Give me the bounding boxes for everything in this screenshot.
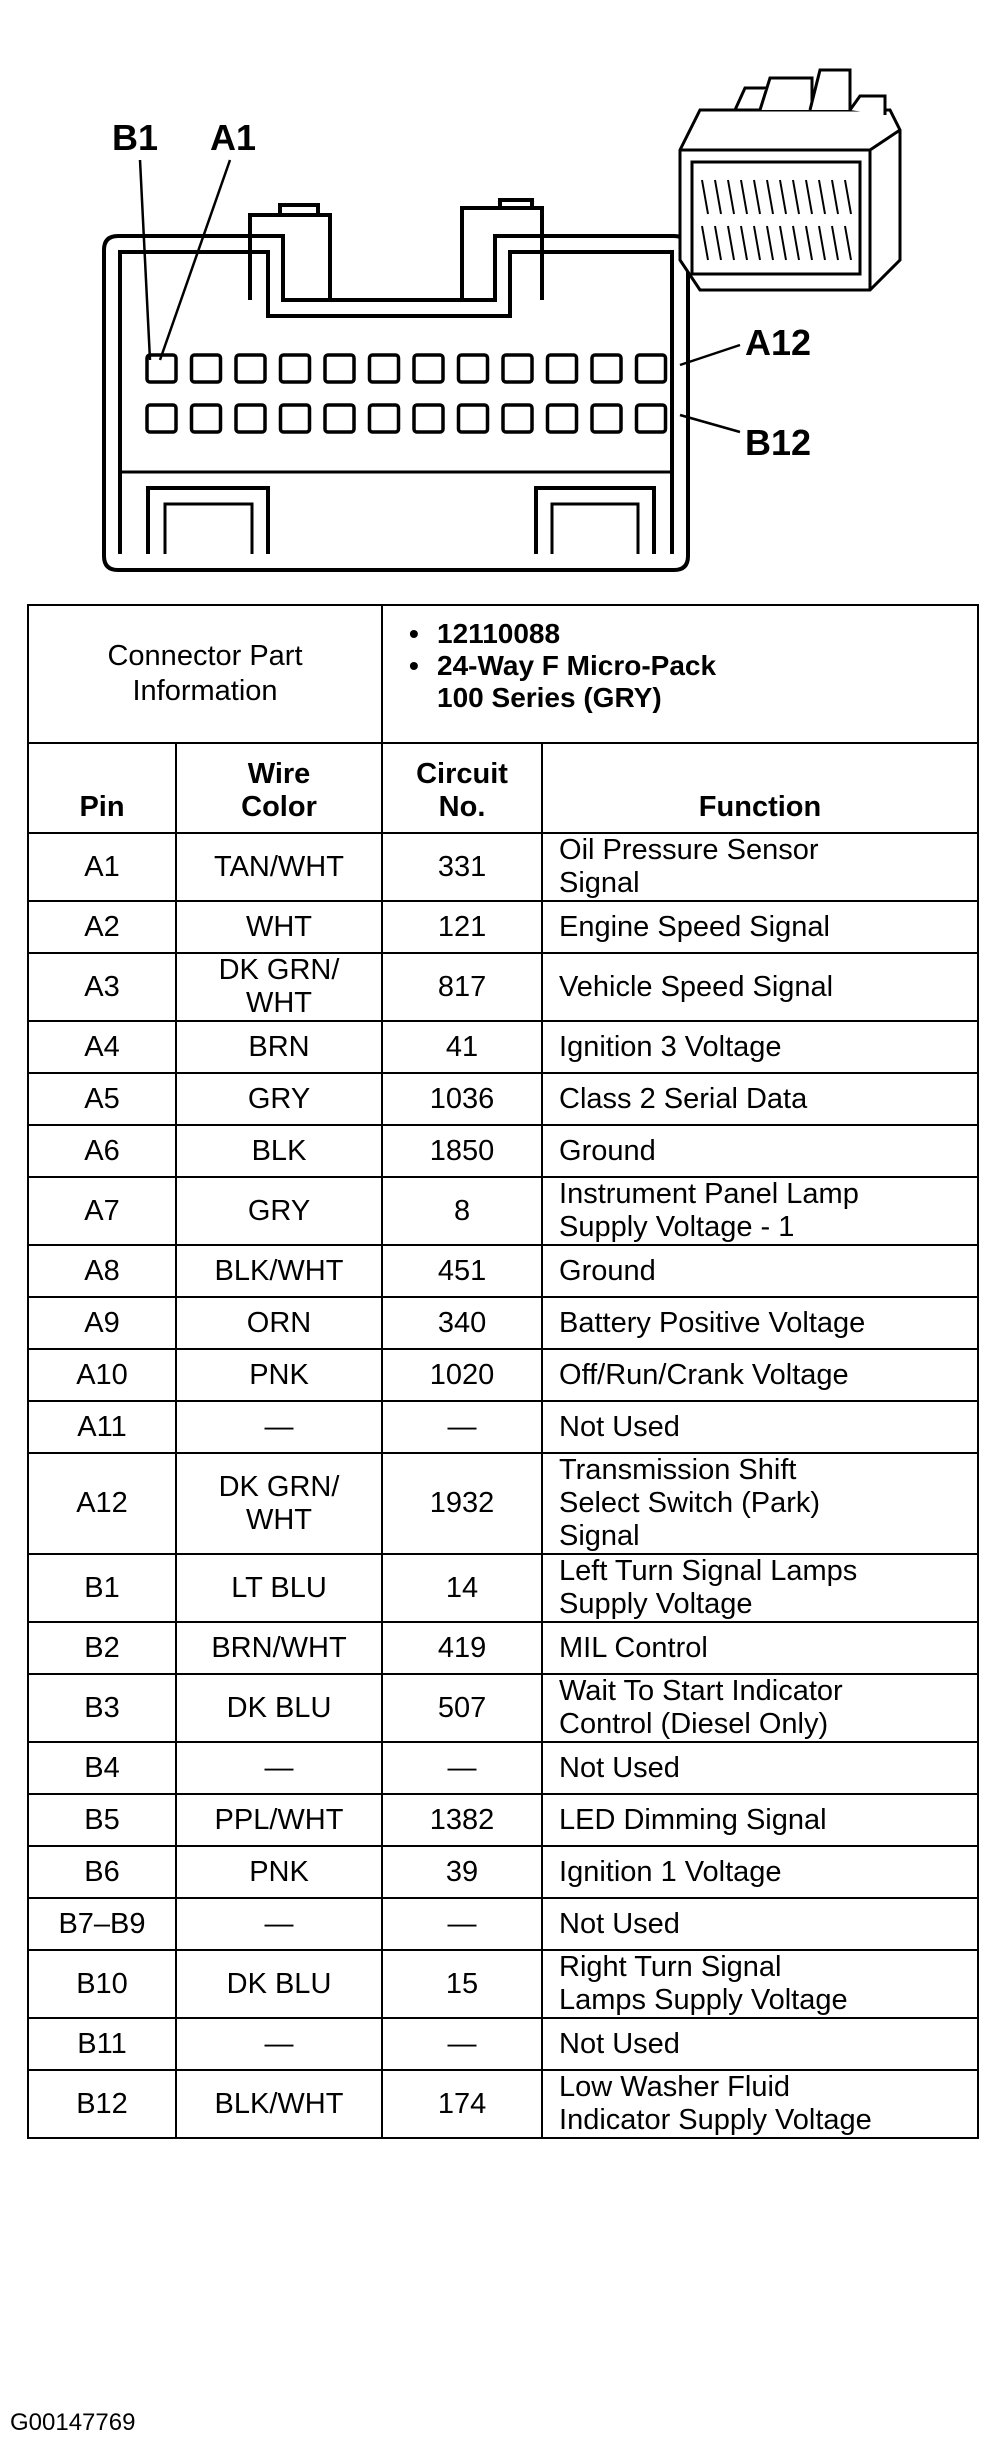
callout-a12: A12: [745, 322, 812, 363]
pin-rows: [28, 833, 978, 2138]
function-cell: Ground: [542, 1245, 978, 1297]
pin-cell: A12: [28, 1453, 176, 1554]
table-row: [28, 1846, 978, 1898]
callout-b1: B1: [112, 117, 159, 158]
pin-cavity: [236, 355, 265, 382]
pin-cavity: [592, 355, 621, 382]
circuit-number-cell: —: [382, 1742, 542, 1794]
function-cell: Left Turn Signal Lamps Supply Voltage: [542, 1554, 978, 1622]
wire-color-cell: ORN: [176, 1297, 382, 1349]
pin-cavity: [503, 355, 532, 382]
pin-cell: A1: [28, 833, 176, 901]
table-row: [28, 2018, 978, 2070]
circuit-number-cell: —: [382, 2018, 542, 2070]
pin-cell: A6: [28, 1125, 176, 1177]
function-cell: Not Used: [542, 1742, 978, 1794]
wire-color-cell: LT BLU: [176, 1554, 382, 1622]
pin-cavity: [370, 355, 399, 382]
function-cell: Ground: [542, 1125, 978, 1177]
table-row: [28, 1177, 978, 1245]
pin-cavity: [459, 355, 488, 382]
connector-type: • 24-Way F Micro-Pack 100 Series (GRY): [409, 650, 977, 714]
circuit-number-cell: 14: [382, 1554, 542, 1622]
circuit-number-cell: 340: [382, 1297, 542, 1349]
wire-color-cell: BRN: [176, 1021, 382, 1073]
pin-cavity: [192, 405, 221, 432]
figure-code: G00147769: [10, 2409, 136, 2436]
function-cell: Low Washer Fluid Indicator Supply Voltage: [542, 2070, 978, 2138]
wire-color-cell: PPL/WHT: [176, 1794, 382, 1846]
wire-color-cell: DK BLU: [176, 1950, 382, 2018]
function-cell: Instrument Panel Lamp Supply Voltage - 1: [542, 1177, 978, 1245]
table-row: [28, 1297, 978, 1349]
circuit-number-cell: 451: [382, 1245, 542, 1297]
pin-cell: A10: [28, 1349, 176, 1401]
wire-color-cell: —: [176, 2018, 382, 2070]
pin-cell: A7: [28, 1177, 176, 1245]
function-cell: Vehicle Speed Signal: [542, 953, 978, 1021]
table-row: [28, 1950, 978, 2018]
circuit-number-cell: 331: [382, 833, 542, 901]
pin-cavity: [637, 405, 666, 432]
function-cell: Transmission Shift Select Switch (Park) Signal: [542, 1453, 978, 1554]
column-header-wire-color: Wire Color: [176, 743, 382, 833]
table-header-row: [28, 743, 978, 833]
function-cell: Right Turn Signal Lamps Supply Voltage: [542, 1950, 978, 2018]
pin-cavity: [548, 405, 577, 432]
function-cell: MIL Control: [542, 1622, 978, 1674]
pin-cell: A11: [28, 1401, 176, 1453]
wire-color-cell: BLK/WHT: [176, 1245, 382, 1297]
function-cell: Class 2 Serial Data: [542, 1073, 978, 1125]
wire-color-cell: DK BLU: [176, 1674, 382, 1742]
table-row: [28, 1401, 978, 1453]
pin-cavity: [281, 355, 310, 382]
pin-cell: B7–B9: [28, 1898, 176, 1950]
callout-b12: B12: [745, 422, 812, 463]
circuit-number-cell: 1036: [382, 1073, 542, 1125]
table-row: [28, 1794, 978, 1846]
circuit-number-cell: 121: [382, 901, 542, 953]
circuit-number-cell: 817: [382, 953, 542, 1021]
table-row: [28, 1898, 978, 1950]
wire-color-cell: —: [176, 1898, 382, 1950]
table-row: [28, 1349, 978, 1401]
function-cell: Off/Run/Crank Voltage: [542, 1349, 978, 1401]
connector-diagram: [0, 0, 1000, 580]
function-cell: Oil Pressure Sensor Signal: [542, 833, 978, 901]
function-cell: Not Used: [542, 1898, 978, 1950]
pin-cavity: [281, 405, 310, 432]
table-row: [28, 1554, 978, 1622]
pin-cell: B3: [28, 1674, 176, 1742]
connector-info-label: Connector Part Information: [107, 640, 303, 707]
table-row: [28, 2070, 978, 2138]
wire-color-cell: DK GRN/ WHT: [176, 1453, 382, 1554]
column-header-pin: Pin: [28, 743, 176, 833]
function-cell: LED Dimming Signal: [542, 1794, 978, 1846]
pin-cell: A4: [28, 1021, 176, 1073]
pin-cavity: [637, 355, 666, 382]
circuit-number-cell: 174: [382, 2070, 542, 2138]
circuit-number-cell: 1020: [382, 1349, 542, 1401]
pinout-table: [27, 604, 979, 2139]
connector-3d-illustration: [680, 70, 900, 290]
pin-cell: A2: [28, 901, 176, 953]
function-cell: Battery Positive Voltage: [542, 1297, 978, 1349]
table-row: [28, 953, 978, 1021]
circuit-number-cell: 8: [382, 1177, 542, 1245]
pin-cavity: [325, 355, 354, 382]
circuit-number-cell: 419: [382, 1622, 542, 1674]
pin-cavity: [459, 405, 488, 432]
callout-a1: A1: [210, 117, 257, 158]
pin-cell: B5: [28, 1794, 176, 1846]
pin-cavity: [236, 405, 265, 432]
pin-cell: B6: [28, 1846, 176, 1898]
table-row: [28, 1021, 978, 1073]
circuit-number-cell: 39: [382, 1846, 542, 1898]
pin-cell: A9: [28, 1297, 176, 1349]
function-cell: Engine Speed Signal: [542, 901, 978, 953]
circuit-number-cell: 1382: [382, 1794, 542, 1846]
function-cell: Not Used: [542, 2018, 978, 2070]
table-row: [28, 1125, 978, 1177]
pin-cell: A3: [28, 953, 176, 1021]
circuit-number-cell: 507: [382, 1674, 542, 1742]
pin-cell: B12: [28, 2070, 176, 2138]
wire-color-cell: BLK/WHT: [176, 2070, 382, 2138]
wire-color-cell: —: [176, 1742, 382, 1794]
circuit-number-cell: —: [382, 1401, 542, 1453]
connector-part-number: • 12110088: [409, 618, 977, 650]
function-cell: Ignition 3 Voltage: [542, 1021, 978, 1073]
pin-cell: A8: [28, 1245, 176, 1297]
pin-cavity: [414, 355, 443, 382]
pin-cell: B10: [28, 1950, 176, 2018]
circuit-number-cell: 41: [382, 1021, 542, 1073]
circuit-number-cell: 1932: [382, 1453, 542, 1554]
pin-cavity: [325, 405, 354, 432]
table-row: [28, 901, 978, 953]
function-cell: Wait To Start Indicator Control (Diesel Only): [542, 1674, 978, 1742]
wire-color-cell: BRN/WHT: [176, 1622, 382, 1674]
pin-cell: B1: [28, 1554, 176, 1622]
wire-color-cell: TAN/WHT: [176, 833, 382, 901]
wire-color-cell: GRY: [176, 1073, 382, 1125]
table-row: [28, 1742, 978, 1794]
pin-cell: B11: [28, 2018, 176, 2070]
pin-cavity: [192, 355, 221, 382]
table-row: [28, 1674, 978, 1742]
function-cell: Ignition 1 Voltage: [542, 1846, 978, 1898]
connector-details-list: [383, 606, 977, 726]
wire-color-cell: —: [176, 1401, 382, 1453]
wire-color-cell: WHT: [176, 901, 382, 953]
column-header-circuit-no: Circuit No.: [382, 743, 542, 833]
connector-info-row: [28, 605, 978, 743]
circuit-number-cell: 1850: [382, 1125, 542, 1177]
circuit-number-cell: —: [382, 1898, 542, 1950]
pin-cavity: [503, 405, 532, 432]
pin-cell: A5: [28, 1073, 176, 1125]
pin-cell: B4: [28, 1742, 176, 1794]
table-row: [28, 1245, 978, 1297]
function-cell: Not Used: [542, 1401, 978, 1453]
pin-cavity: [548, 355, 577, 382]
pin-cavity: [414, 405, 443, 432]
wire-color-cell: GRY: [176, 1177, 382, 1245]
wire-color-cell: PNK: [176, 1846, 382, 1898]
pin-cavity: [147, 405, 176, 432]
table-row: [28, 1453, 978, 1554]
pin-cavity: [370, 405, 399, 432]
circuit-number-cell: 15: [382, 1950, 542, 2018]
pin-cell: B2: [28, 1622, 176, 1674]
wire-color-cell: DK GRN/ WHT: [176, 953, 382, 1021]
column-header-function: Function: [542, 743, 978, 833]
pin-cavity: [592, 405, 621, 432]
table-row: [28, 1073, 978, 1125]
wire-color-cell: BLK: [176, 1125, 382, 1177]
table-row: [28, 833, 978, 901]
wire-color-cell: PNK: [176, 1349, 382, 1401]
table-row: [28, 1622, 978, 1674]
